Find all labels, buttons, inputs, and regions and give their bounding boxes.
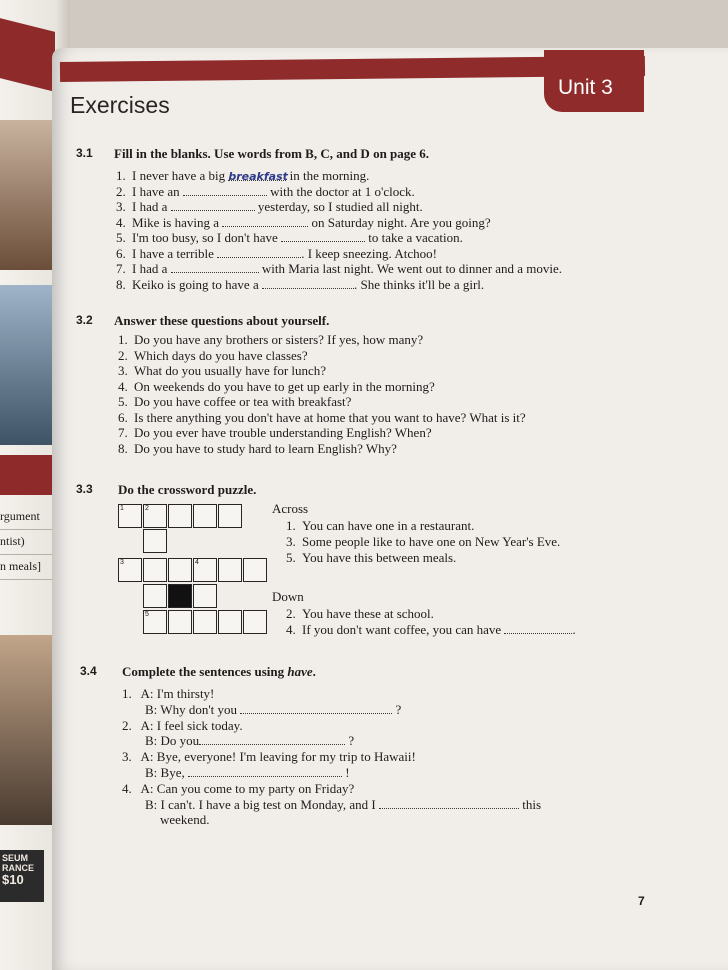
adjacent-page-red-band (0, 455, 56, 495)
item-text: B: I can't. I have a big test on Monday, and I (145, 796, 379, 812)
cell-number: 1 (120, 505, 124, 512)
dialog-line-b (122, 733, 541, 749)
item-text: A: Can you come to my party on Friday? (140, 780, 355, 796)
crossword-cell[interactable] (143, 529, 167, 553)
item-text: A: I feel sick today. (140, 717, 243, 733)
list-item (116, 168, 562, 184)
answer-blank[interactable] (171, 199, 255, 211)
title-text: . (312, 664, 316, 679)
item-text: A: I'm thirsty! (140, 686, 215, 701)
cell-number: 3 (120, 559, 124, 566)
item-number: 1. (122, 686, 132, 701)
clue-number: 3. (286, 534, 296, 549)
answer-blank[interactable] (281, 230, 365, 242)
down-heading: Down (272, 589, 304, 604)
item-text: ? (345, 733, 355, 749)
answer-blank[interactable] (222, 215, 308, 227)
crossword-cell[interactable] (218, 558, 242, 582)
cell-number: 5 (145, 611, 149, 618)
item-text: on Saturday night. Are you going? (308, 214, 491, 230)
clue-text: You have these at school. (302, 606, 434, 621)
crossword-cell[interactable] (193, 558, 217, 582)
crossword-cell[interactable] (193, 584, 217, 608)
item-number: 2. (116, 183, 126, 199)
item-text: . She thinks it'll be a girl. (353, 276, 485, 292)
fill-in-list (116, 168, 562, 292)
clue (272, 550, 576, 566)
adjacent-list-item: n meals] (0, 555, 56, 580)
clue-number: 2. (286, 606, 296, 621)
clue (272, 534, 576, 550)
crossword-cell[interactable] (218, 504, 242, 528)
item-text: I have a terrible (132, 245, 218, 261)
answer-blank[interactable] (217, 246, 301, 258)
crossword-cell[interactable] (243, 558, 267, 582)
adjacent-list-item: rgument (0, 505, 56, 530)
clue (272, 518, 576, 534)
exercise-title (122, 664, 316, 680)
answer-blank[interactable]: breakfast (228, 170, 288, 183)
item-text: with Maria last night. We went out to dinner and a movie. (258, 261, 563, 276)
clue-number: 4. (286, 622, 296, 637)
crossword-clues (272, 501, 576, 638)
cell-number: 4 (195, 559, 199, 566)
list-item (116, 215, 562, 231)
item-number: 4. (118, 378, 128, 394)
exercises-title: Exercises (70, 92, 170, 118)
dialog-line-b (122, 797, 541, 813)
item-number: 4. (122, 780, 132, 796)
item-text: I had a (132, 261, 171, 276)
item-text: A: Bye, everyone! I'm leaving for my trip to Hawaii! (140, 749, 416, 765)
item-text: B: Bye, (145, 764, 188, 780)
answer-blank[interactable] (240, 702, 392, 714)
answer-blank[interactable] (379, 797, 519, 809)
dialog-list (122, 686, 541, 828)
item-number: 1. (118, 332, 128, 347)
exercise-number: 3.3 (76, 482, 93, 496)
list-item (118, 425, 526, 441)
dialog-line-a (122, 718, 541, 734)
item-text: Do you have to study hard to learn English? Why? (134, 440, 397, 456)
item-text: with the doctor at 1 o'clock. (266, 183, 415, 199)
item-number: 6. (118, 409, 128, 425)
item-text: Keiko is going to have a (132, 276, 262, 292)
list-item (116, 246, 562, 262)
question-list (118, 332, 526, 456)
crossword-cell[interactable] (218, 610, 242, 634)
item-text: I had a (132, 199, 171, 214)
adjacent-page-photo-3 (0, 635, 52, 825)
exercise-number: 3.4 (80, 664, 97, 678)
item-text: I never have a big (132, 168, 229, 183)
item-text: Mike is having a (132, 214, 223, 230)
clue-text: Some people like to have one on New Year's Eve. (302, 534, 561, 549)
list-item (118, 332, 526, 348)
item-text: this (519, 796, 542, 812)
item-number: 8. (116, 276, 126, 292)
crossword-cell[interactable] (243, 610, 267, 634)
item-number: 5. (116, 230, 126, 245)
item-number: 7. (118, 425, 128, 440)
crossword-cell[interactable] (168, 610, 192, 634)
clue (272, 622, 576, 638)
clue-text: You can have one in a restaurant. (302, 518, 475, 533)
item-number: 1. (116, 168, 126, 183)
list-item (116, 230, 562, 246)
adjacent-page-list (0, 505, 56, 580)
clue-number: 5. (286, 550, 296, 565)
clue-number: 1. (286, 518, 296, 533)
list-item (118, 348, 526, 364)
dialog-line-a (122, 781, 541, 797)
crossword-cell[interactable] (193, 504, 217, 528)
crossword-cell[interactable] (168, 504, 192, 528)
item-number: 5. (118, 394, 128, 409)
crossword-cell[interactable] (193, 610, 217, 634)
item-text: B: Why don't you (145, 701, 241, 717)
list-item (118, 394, 526, 410)
exercise-title: Do the crossword puzzle. (118, 482, 257, 497)
item-number: 3. (116, 199, 126, 214)
answer-blank[interactable] (171, 261, 259, 273)
dialog-line-a (122, 749, 541, 765)
list-item (118, 410, 526, 426)
adjacent-page-photo-2 (0, 285, 52, 445)
item-number: 6. (116, 245, 126, 261)
item-text: yesterday, so I studied all night. (254, 199, 423, 214)
title-emphasis: have (287, 664, 313, 679)
answer-blank[interactable] (199, 733, 345, 745)
clue (272, 606, 576, 622)
item-text: in the morning. (286, 168, 370, 183)
item-number: 7. (116, 261, 126, 276)
clue-text: You have this between meals. (302, 550, 457, 565)
answer-blank[interactable] (262, 277, 354, 289)
item-text: Which days do you have classes? (134, 347, 308, 363)
item-number: 3. (118, 363, 128, 378)
dialog-line-continued: weekend. (160, 812, 210, 828)
item-text: Is there anything you don't have at home that you want to have? What is it? (134, 409, 526, 425)
list-item (118, 379, 526, 395)
exercise-number: 3.1 (76, 146, 93, 160)
crossword-cell[interactable] (118, 504, 142, 528)
item-number: 2. (118, 347, 128, 363)
cell-number: 2 (145, 505, 149, 512)
item-text: What do you usually have for lunch? (134, 363, 327, 378)
clue-text: If you don't want coffee, you can have (302, 622, 505, 637)
crossword-cell[interactable] (143, 504, 167, 528)
across-heading: Across (272, 501, 309, 516)
item-text: Do you have any brothers or sisters? If yes, how many? (134, 332, 424, 347)
answer-blank[interactable] (188, 765, 342, 777)
exercise-number: 3.2 (76, 313, 93, 327)
exercise-title: Answer these questions about yourself. (114, 313, 330, 328)
list-item (118, 363, 526, 379)
answer-blank[interactable] (183, 184, 267, 196)
adjacent-page-red-banner (0, 18, 55, 92)
item-text: . I keep sneezing. Atchoo! (301, 245, 437, 261)
item-text: I'm too busy, so I don't have (132, 230, 281, 245)
item-text: ? (392, 701, 402, 717)
list-item (118, 441, 526, 457)
crossword-cell[interactable] (143, 610, 167, 634)
list-item (116, 184, 562, 200)
item-number: 4. (116, 214, 126, 230)
crossword-grid (118, 504, 278, 638)
item-text: On weekends do you have to get up early in the morning? (134, 378, 435, 394)
adjacent-list-item: ntist) (0, 530, 56, 555)
crossword-cell[interactable] (118, 558, 142, 582)
item-text: to take a vacation. (365, 230, 463, 245)
item-number: 8. (118, 440, 128, 456)
list-item (116, 199, 562, 215)
list-item (116, 277, 562, 293)
museum-ticket-stamp (0, 850, 44, 902)
adjacent-page-photo-1 (0, 120, 52, 270)
item-text: B: Do you (145, 733, 200, 749)
dialog-line-b (122, 702, 541, 718)
title-text: Complete the sentences using (122, 664, 288, 679)
exercise-title: Fill in the blanks. Use words from B, C, and D on page 6. (114, 146, 430, 161)
stamp-line: RANCE (2, 863, 35, 873)
crossword-cell[interactable] (143, 558, 167, 582)
crossword-cell[interactable] (168, 558, 192, 582)
item-text: I have an (132, 183, 183, 199)
item-text: ! (341, 764, 350, 780)
item-text: Do you ever have trouble understanding English? When? (134, 425, 432, 440)
dialog-line-a (122, 686, 541, 702)
page-number: 7 (638, 894, 645, 908)
unit-tab (544, 50, 644, 112)
dialog-line-b (122, 765, 541, 781)
item-text: Do you have coffee or tea with breakfast? (134, 394, 352, 409)
crossword-black-cell (168, 584, 192, 608)
item-number: 2. (122, 717, 132, 733)
answer-blank[interactable] (504, 622, 572, 634)
unit-label: Unit 3 (558, 76, 613, 99)
clue-text: . (572, 622, 576, 637)
list-item (116, 261, 562, 277)
item-number: 3. (122, 749, 132, 765)
crossword-cell[interactable] (143, 584, 167, 608)
stamp-line: SEUM (2, 853, 29, 863)
stamp-price: $10 (2, 872, 24, 887)
